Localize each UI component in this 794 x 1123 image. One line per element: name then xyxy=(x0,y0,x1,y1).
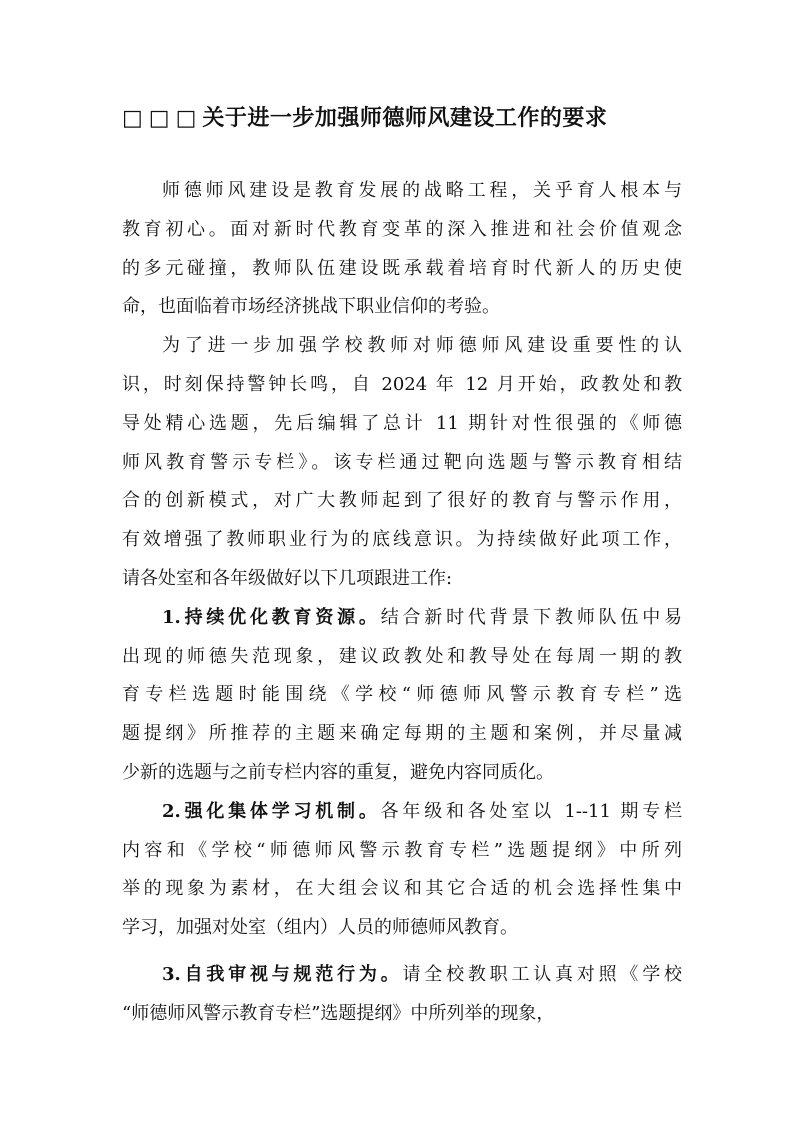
document-body xyxy=(122,172,682,1034)
paragraph-1 xyxy=(122,172,682,327)
paragraph-line: 有效增强了教师职业行为的底线意识。为持续做好此项工作， xyxy=(122,529,682,551)
paragraph-5 xyxy=(122,956,682,1034)
item-text: 请全校教职工认真对照《学校 xyxy=(402,963,682,985)
paragraph-line: 为了进一步加强学校教师对师德师风建设重要性的认 xyxy=(162,335,682,357)
paragraph-line: “师德师风警示教育专栏”选题提纲》中所列举的现象， xyxy=(122,1002,555,1024)
paragraph-line: 育专栏选题时能围绕《学校“师德师风警示教育专栏”选 xyxy=(122,684,682,706)
paragraph-line: 举的现象为素材，在大组会议和其它合适的机会选择性集中 xyxy=(122,878,682,900)
paragraph-line: 识，时刻保持警钟长鸣，自 2024 年 12 月开始，政教处和教 xyxy=(122,373,682,395)
paragraph-line: 命，也面临着市场经济挑战下职业信仰的考验。 xyxy=(122,296,500,318)
item-heading: 2.强化集体学习机制。 xyxy=(162,800,381,822)
paragraph-line: 题提纲》所推荐的主题来确定每期的主题和案例，并尽量减 xyxy=(122,723,682,745)
paragraph-line: 学习，加强对处室（组内）人员的师德师风教育。 xyxy=(122,917,518,939)
paragraph-line: 师德师风建设是教育发展的战略工程，关乎育人根本与 xyxy=(162,180,682,201)
paragraph-line: 内容和《学校“师德师风警示教育专栏”选题提纲》中所列 xyxy=(122,839,682,861)
item-heading: 1.持续优化教育资源。 xyxy=(162,606,381,628)
paragraph-line: 教育初心。面对新时代教育变革的深入推进和社会价值观念 xyxy=(122,218,682,240)
title-placeholder-glyphs: □□□ xyxy=(122,106,203,131)
paragraph-4 xyxy=(122,793,682,948)
paragraph-line: 师风教育警示专栏》。该专栏通过靶向选题与警示教育相结 xyxy=(122,451,682,473)
paragraph-first-line xyxy=(122,599,682,638)
item-heading: 3.自我审视与规范行为。 xyxy=(162,963,403,985)
paragraph-first-line xyxy=(122,956,682,995)
paragraph-line: 请各处室和各年级做好以下几项跟进工作: xyxy=(122,567,453,589)
document-title xyxy=(122,100,682,137)
paragraph-line: 少新的选题与之前专栏内容的重复，避免内容同质化。 xyxy=(122,761,554,783)
title-text: 关于进一步加强师德师风建设工作的要求 xyxy=(202,105,608,131)
paragraph-line: 出现的师德失范现象，建议政教处和教导处在每周一期的教 xyxy=(122,645,682,667)
paragraph-line: 导处精心选题，先后编辑了总计 11 期针对性很强的《师德 xyxy=(122,412,682,434)
item-text: 结合新时代背景下教师队伍中易 xyxy=(380,606,683,628)
item-text: 各年级和各处室以 1--11 期专栏 xyxy=(380,800,682,822)
paragraph-2 xyxy=(122,327,682,599)
paragraph-line: 的多元碰撞，教师队伍建设既承载着培育时代新人的历史使 xyxy=(122,257,682,279)
paragraph-3 xyxy=(122,599,682,793)
paragraph-line: 合的创新模式，对广大教师起到了很好的教育与警示作用， xyxy=(122,490,682,512)
paragraph-first-line xyxy=(122,793,682,832)
